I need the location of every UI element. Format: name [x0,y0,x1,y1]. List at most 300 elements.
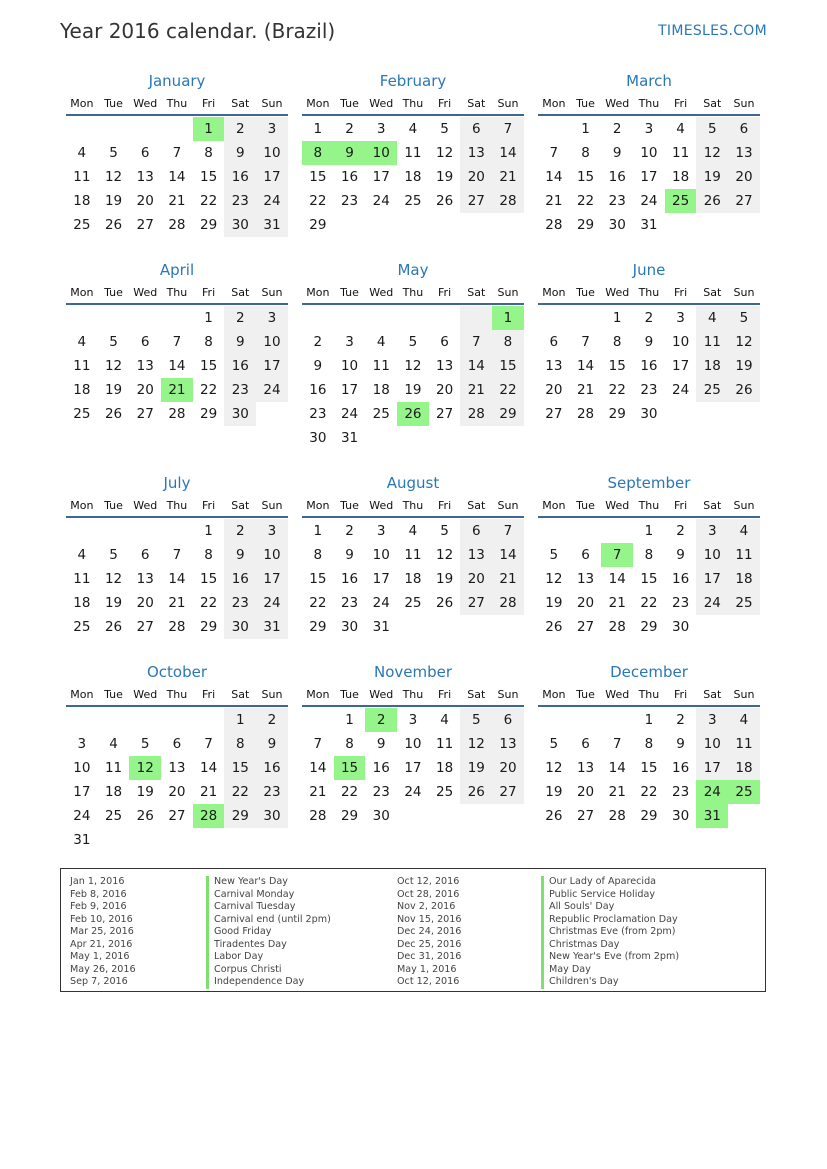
day-cell: 30 [224,402,256,426]
day-cell: 30 [372,808,390,824]
day-cell: 14 [608,760,626,776]
empty-cell [570,708,602,732]
weekday-label: Sun [261,286,283,299]
day-cell: 22 [640,595,658,611]
weekday-label: Tue [104,688,123,701]
weekday-header [302,92,524,116]
day-cell: 1 [345,712,354,728]
weekday-label: Tue [340,97,359,110]
day-cell: 24 [73,808,91,824]
weekday-label: Thu [166,97,188,110]
page-title: Year 2016 calendar. (Brazil) [60,19,336,43]
weekday-label: Fri [438,286,452,299]
weekday-header [66,281,288,305]
month-january [66,70,288,237]
day-cell: 25 [372,406,390,422]
weekday-label: Sun [497,688,519,701]
holiday-day-cell: 26 [397,402,429,426]
day-cell: 5 [140,736,150,752]
day-grid [302,707,524,828]
day-cell: 14 [168,169,186,185]
day-cell: 19 [136,784,154,800]
day-cell: 9 [644,334,654,350]
holiday-day-cell: 8 [302,141,334,165]
empty-cell [129,117,161,141]
weekday-label: Sat [703,286,722,299]
day-cell: 8 [492,330,524,354]
weekday-label: Mon [306,286,330,299]
weekday-label: Sun [261,97,283,110]
day-cell: 1 [644,523,654,539]
day-cell: 24 [256,591,288,615]
day-cell: 10 [640,145,658,161]
day-cell: 18 [73,193,91,209]
weekday-label: Fri [202,499,216,512]
day-cell: 24 [256,189,288,213]
day-cell: 13 [168,760,186,776]
day-cell: 7 [549,145,559,161]
day-cell: 16 [340,169,359,185]
day-cell: 28 [576,406,595,422]
day-cell: 10 [256,330,288,354]
empty-cell [161,117,193,141]
day-cell: 8 [204,334,213,350]
month-september [538,472,760,639]
day-cell: 16 [672,760,690,776]
day-cell: 15 [492,354,524,378]
day-cell: 6 [581,736,590,752]
day-cell: 15 [608,358,626,374]
day-cell: 21 [309,784,327,800]
day-cell: 4 [376,334,386,350]
day-cell: 7 [172,334,182,350]
weekday-label: Sun [497,499,519,512]
day-cell: 5 [728,306,760,330]
holiday-date: Mar 25, 2016 [70,926,134,937]
day-cell: 12 [104,358,123,374]
day-cell: 22 [309,595,327,611]
weekday-header [66,494,288,518]
day-cell: 26 [545,808,563,824]
day-cell: 3 [256,306,288,330]
empty-cell [98,306,130,330]
day-cell: 4 [77,334,87,350]
day-cell: 30 [256,804,288,828]
day-cell: 23 [340,595,359,611]
weekday-label: Sun [733,97,755,110]
weekday-header [538,281,760,305]
day-cell: 8 [581,145,590,161]
day-cell: 18 [728,756,760,780]
weekday-label: Wed [605,97,630,110]
empty-cell [460,306,492,330]
day-cell: 20 [492,756,524,780]
day-cell: 6 [172,736,182,752]
weekday-label: Sun [497,286,519,299]
holiday-names-col-1 [206,876,331,989]
day-cell: 16 [608,169,626,185]
weekday-label: Wed [133,499,158,512]
holiday-date: Feb 8, 2016 [70,888,127,900]
empty-cell [66,519,98,543]
empty-cell [129,306,161,330]
day-cell: 12 [404,358,422,374]
weekday-label: Fri [438,499,452,512]
month-title: July [163,474,191,492]
day-cell: 10 [404,736,422,752]
day-cell: 29 [224,804,256,828]
day-cell: 4 [109,736,118,752]
day-cell: 4 [77,145,87,161]
weekday-label: Fri [438,97,452,110]
day-cell: 6 [460,117,492,141]
day-cell: 28 [608,808,626,824]
day-cell: 9 [224,330,256,354]
day-cell: 2 [224,306,256,330]
day-cell: 18 [372,382,390,398]
day-cell: 9 [313,358,323,374]
day-cell: 23 [340,193,359,209]
holiday-name: Our Lady of Aparecida [541,876,679,889]
day-cell: 11 [404,547,422,563]
holiday-date: Sep 7, 2016 [70,976,128,987]
holiday-day-cell: 7 [601,543,633,567]
empty-cell [302,306,334,330]
weekday-label: Tue [104,286,123,299]
holiday-day-cell: 24 [696,780,728,804]
month-title: March [626,72,672,90]
day-cell: 21 [168,193,186,209]
day-cell: 20 [460,165,492,189]
day-cell: 29 [200,619,218,635]
day-cell: 16 [224,354,256,378]
day-cell: 22 [608,382,626,398]
day-cell: 1 [313,121,323,137]
day-cell: 17 [372,169,390,185]
day-cell: 2 [313,334,323,350]
day-cell: 13 [492,732,524,756]
weekday-label: Wed [605,499,630,512]
day-cell: 14 [492,543,524,567]
day-cell: 11 [104,760,123,776]
weekday-label: Wed [133,286,158,299]
day-cell: 6 [140,334,150,350]
day-cell: 2 [644,310,654,326]
day-cell: 9 [376,736,386,752]
weekday-label: Sun [261,499,283,512]
day-cell: 11 [728,732,760,756]
day-cell: 15 [200,358,218,374]
day-cell: 12 [104,169,123,185]
day-cell: 2 [256,708,288,732]
day-cell: 28 [492,189,524,213]
weekday-label: Sat [703,97,722,110]
day-cell: 8 [644,736,654,752]
month-title: August [386,474,440,492]
weekday-label: Tue [576,97,595,110]
day-cell: 3 [256,519,288,543]
month-august [302,472,524,639]
weekday-label: Fri [202,688,216,701]
day-cell: 1 [612,310,622,326]
day-cell: 30 [608,217,626,233]
weekday-label: Wed [369,688,394,701]
day-cell: 8 [345,736,354,752]
day-cell: 2 [676,712,685,728]
day-cell: 26 [460,780,492,804]
day-grid [302,305,524,450]
day-cell: 23 [608,193,626,209]
empty-cell [161,306,193,330]
holiday-name: Children's Day [541,976,679,989]
day-grid [538,305,760,426]
day-cell: 30 [340,619,359,635]
holiday-name: Public Service Holiday [541,889,679,902]
weekday-label: Thu [638,286,660,299]
day-cell: 17 [256,354,288,378]
weekday-label: Thu [402,499,424,512]
day-cell: 10 [696,543,728,567]
day-cell: 19 [545,595,563,611]
day-cell: 12 [545,760,563,776]
day-cell: 11 [672,145,690,161]
day-cell: 20 [136,382,154,398]
day-cell: 31 [73,832,91,848]
day-cell: 13 [728,141,760,165]
day-cell: 14 [576,358,595,374]
day-grid [538,518,760,639]
holiday-name: Corpus Christi [206,964,331,977]
holiday-date: Feb 10, 2016 [70,913,133,925]
day-cell: 10 [696,732,728,756]
day-cell: 16 [640,358,658,374]
day-cell: 22 [200,193,218,209]
month-november [302,661,524,828]
day-cell: 25 [404,595,422,611]
weekday-label: Sat [703,688,722,701]
empty-cell [129,519,161,543]
day-cell: 18 [404,169,422,185]
empty-cell [601,519,633,543]
weekday-header [302,683,524,707]
day-cell: 2 [612,121,622,137]
day-cell: 25 [73,406,91,422]
day-cell: 28 [492,591,524,615]
day-cell: 22 [309,193,327,209]
day-cell: 26 [728,378,760,402]
month-march [538,70,760,237]
day-cell: 13 [576,571,595,587]
day-cell: 10 [73,760,91,776]
day-cell: 19 [104,595,123,611]
day-cell: 14 [168,571,186,587]
day-cell: 2 [224,117,256,141]
day-cell: 9 [676,547,685,563]
weekday-label: Sat [467,97,486,110]
day-cell: 7 [172,145,182,161]
day-cell: 23 [372,784,390,800]
weekday-header [538,92,760,116]
weekday-label: Wed [369,286,394,299]
day-cell: 19 [104,382,123,398]
weekday-label: Fri [202,286,216,299]
day-cell: 30 [640,406,658,422]
holiday-date: Oct 12, 2016 [397,876,460,887]
weekday-label: Mon [306,499,330,512]
holiday-name: Carnival Tuesday [206,901,331,914]
day-cell: 3 [696,708,728,732]
day-cell: 1 [644,712,654,728]
holiday-day-cell: 1 [492,306,524,330]
day-cell: 7 [313,736,323,752]
empty-cell [193,708,225,732]
weekday-label: Sun [261,688,283,701]
day-cell: 4 [676,121,685,137]
day-cell: 26 [436,193,454,209]
day-cell: 2 [345,121,354,137]
day-cell: 16 [372,760,390,776]
weekday-label: Fri [438,688,452,701]
weekday-label: Tue [340,688,359,701]
day-cell: 27 [436,406,454,422]
weekday-label: Wed [133,688,158,701]
day-cell: 3 [345,334,354,350]
weekday-label: Fri [202,97,216,110]
day-cell: 17 [696,756,728,780]
day-cell: 31 [640,217,658,233]
weekday-label: Wed [605,688,630,701]
holiday-names-col-2 [541,876,679,989]
day-cell: 13 [136,358,154,374]
day-cell: 30 [224,615,256,639]
day-cell: 17 [696,567,728,591]
holiday-name: New Year's Eve (from 2pm) [541,951,679,964]
day-cell: 16 [309,382,327,398]
day-cell: 7 [172,547,182,563]
day-cell: 23 [640,382,658,398]
day-cell: 4 [440,712,449,728]
day-cell: 24 [640,193,658,209]
day-cell: 29 [608,406,626,422]
day-cell: 25 [404,193,422,209]
day-cell: 6 [460,519,492,543]
day-cell: 5 [549,736,559,752]
holiday-name: All Souls' Day [541,901,679,914]
month-july [66,472,288,639]
day-cell: 21 [576,382,595,398]
day-cell: 18 [436,760,454,776]
weekday-label: Thu [166,286,188,299]
day-cell: 2 [676,523,685,539]
weekday-label: Tue [104,499,123,512]
day-cell: 7 [492,117,524,141]
weekday-label: Tue [576,286,595,299]
holiday-name: Republic Proclamation Day [541,914,679,927]
day-cell: 17 [640,169,658,185]
site-link[interactable]: TIMESLES.COM [658,23,767,39]
holiday-date: May 1, 2016 [397,963,457,975]
day-cell: 10 [256,543,288,567]
day-cell: 21 [168,595,186,611]
weekday-label: Thu [166,688,188,701]
day-cell: 8 [313,547,323,563]
day-cell: 5 [440,523,449,539]
day-cell: 22 [200,382,218,398]
day-cell: 6 [492,708,524,732]
day-cell: 13 [136,169,154,185]
day-cell: 12 [436,547,454,563]
day-cell: 18 [104,784,123,800]
day-cell: 2 [345,523,354,539]
day-cell: 15 [576,169,595,185]
day-cell: 18 [404,571,422,587]
day-cell: 27 [136,619,154,635]
day-cell: 19 [728,354,760,378]
day-cell: 26 [104,217,123,233]
day-cell: 23 [224,189,256,213]
empty-cell [98,708,130,732]
day-cell: 31 [256,213,288,237]
day-cell: 11 [372,358,390,374]
weekday-label: Sun [733,286,755,299]
holiday-date: Dec 24, 2016 [397,926,462,937]
holiday-date: Nov 2, 2016 [397,901,456,912]
day-cell: 12 [545,571,563,587]
day-cell: 10 [672,334,690,350]
weekday-label: Mon [542,286,566,299]
day-cell: 20 [460,567,492,591]
day-cell: 11 [404,145,422,161]
holiday-date: Dec 31, 2016 [397,951,462,962]
day-grid [302,518,524,639]
day-cell: 26 [104,406,123,422]
day-cell: 27 [136,406,154,422]
day-cell: 21 [608,595,626,611]
day-cell: 12 [460,732,492,756]
day-cell: 24 [404,784,422,800]
day-cell: 11 [73,571,91,587]
empty-cell [397,306,429,330]
day-cell: 22 [200,595,218,611]
day-cell: 27 [728,189,760,213]
day-grid [66,116,288,237]
day-cell: 13 [460,543,492,567]
day-grid [66,305,288,426]
day-cell: 23 [224,378,256,402]
empty-cell [334,306,366,330]
day-cell: 29 [200,217,218,233]
day-cell: 29 [576,217,595,233]
empty-cell [129,708,161,732]
day-cell: 5 [109,547,118,563]
empty-cell [98,117,130,141]
day-cell: 6 [549,334,559,350]
empty-cell [538,519,570,543]
day-cell: 15 [224,756,256,780]
day-cell: 19 [104,193,123,209]
day-cell: 29 [309,217,327,233]
day-cell: 21 [460,378,492,402]
empty-cell [161,708,193,732]
empty-cell [570,519,602,543]
day-cell: 27 [576,619,595,635]
holiday-date: Oct 12, 2016 [397,976,460,987]
day-cell: 3 [77,736,87,752]
weekday-label: Sun [497,97,519,110]
day-cell: 21 [492,567,524,591]
weekday-header [66,683,288,707]
day-cell: 1 [204,523,213,539]
